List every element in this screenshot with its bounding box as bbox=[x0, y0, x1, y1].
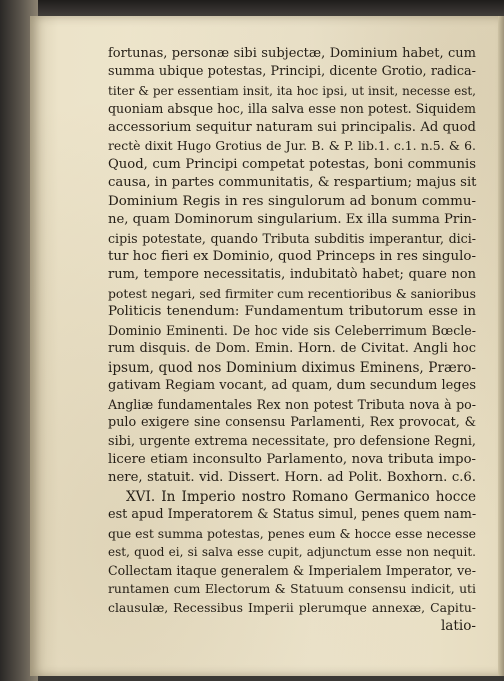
text-line: potest negari, sed firmiter cum recentioribus & sanioribus bbox=[108, 285, 476, 301]
text-line: Politicis tenendum: Fundamentum tributorum esse in bbox=[108, 304, 476, 320]
text-line: summa ubique potestas, Principi, dicente Grotio, radica- bbox=[108, 64, 476, 80]
text-line: Angliæ fundamentales Rex non potest Tributa nova à po- bbox=[108, 396, 476, 412]
text-line: gativam Regiam vocant, ad quam, dum secundum leges bbox=[108, 378, 476, 394]
text-line: est apud Imperatorem & Status simul, penes quem nam- bbox=[108, 507, 477, 523]
text-line: rectè dixit Hugo Grotius de Jur. B. & P. lib.1. c.1. n.5. & 6. bbox=[108, 138, 476, 154]
text-line: cipis potestate, quando Tributa subditis imperantur, dici- bbox=[108, 230, 476, 246]
text-line: ne, quam Dominorum singularium. Ex illa summa Prin- bbox=[108, 212, 477, 228]
text-line: tur hoc fieri ex Dominio, quod Princeps in res singulo- bbox=[108, 248, 476, 264]
text-line: rum disquis. de Dom. Emin. Horn. de Civitat. Angli hoc bbox=[108, 341, 476, 357]
text-line: est, quod ei, si salva esse cupit, adjunctum esse non nequit. bbox=[108, 545, 476, 560]
page-text bbox=[108, 45, 476, 636]
text-line: clausulæ, Recessibus Imperii plerumque annexæ, Capitu- bbox=[108, 599, 476, 615]
ink-bleed-through bbox=[40, 306, 100, 346]
text-line: pulo exigere sine consensu Parlamenti, Rex provocat, & bbox=[108, 415, 476, 431]
text-line: quoniam absque hoc, illa salva esse non potest. Siquidem bbox=[108, 101, 476, 117]
section-start-line: XVI. In Imperio nostro Romano Germanico hocce bbox=[126, 488, 476, 505]
text-line: Collectam itaque generalem & Imperialem Imperator, ve- bbox=[108, 562, 476, 578]
text-line: Dominium Regis in res singulorum ad bonum commu- bbox=[108, 193, 476, 209]
text-line: runtamen cum Electorum & Statuum consensu indicit, uti bbox=[108, 581, 476, 597]
text-line: titer & per essentiam insit, ita hoc ipsi, ut insit, necesse est, bbox=[108, 83, 476, 98]
text-line: accessorium sequitur naturam sui principalis. Ad quod bbox=[108, 119, 476, 135]
text-line: nere, statuit. vid. Dissert. Horn. ad Polit. Boxhorn. c.6. bbox=[108, 470, 476, 486]
page-edge bbox=[498, 16, 504, 676]
text-line: sibi, urgente extrema necessitate, pro defensione Regni, bbox=[108, 433, 476, 449]
text-line: fortunas, personæ sibi subjectæ, Dominium habet, cum bbox=[108, 46, 476, 61]
text-line: causa, in partes communitatis, & respartium; majus sit bbox=[108, 175, 477, 191]
text-line: Quod, cum Principi competat potestas, boni communis bbox=[108, 156, 476, 172]
text-line: rum, tempore necessitatis, indubitatò habet; quare non bbox=[108, 267, 476, 283]
catchword: latio- bbox=[440, 618, 476, 635]
text-line: que est summa potestas, penes eum & hocce esse necesse bbox=[108, 525, 477, 541]
text-line: licere etiam inconsulto Parlamento, nova tributa impo- bbox=[108, 451, 476, 467]
text-line: ipsum, quod nos Dominium diximus Eminens, Præro- bbox=[108, 359, 476, 376]
text-line: Dominio Eminenti. De hoc vide sis Celeberrimum Bœcle- bbox=[108, 322, 476, 338]
